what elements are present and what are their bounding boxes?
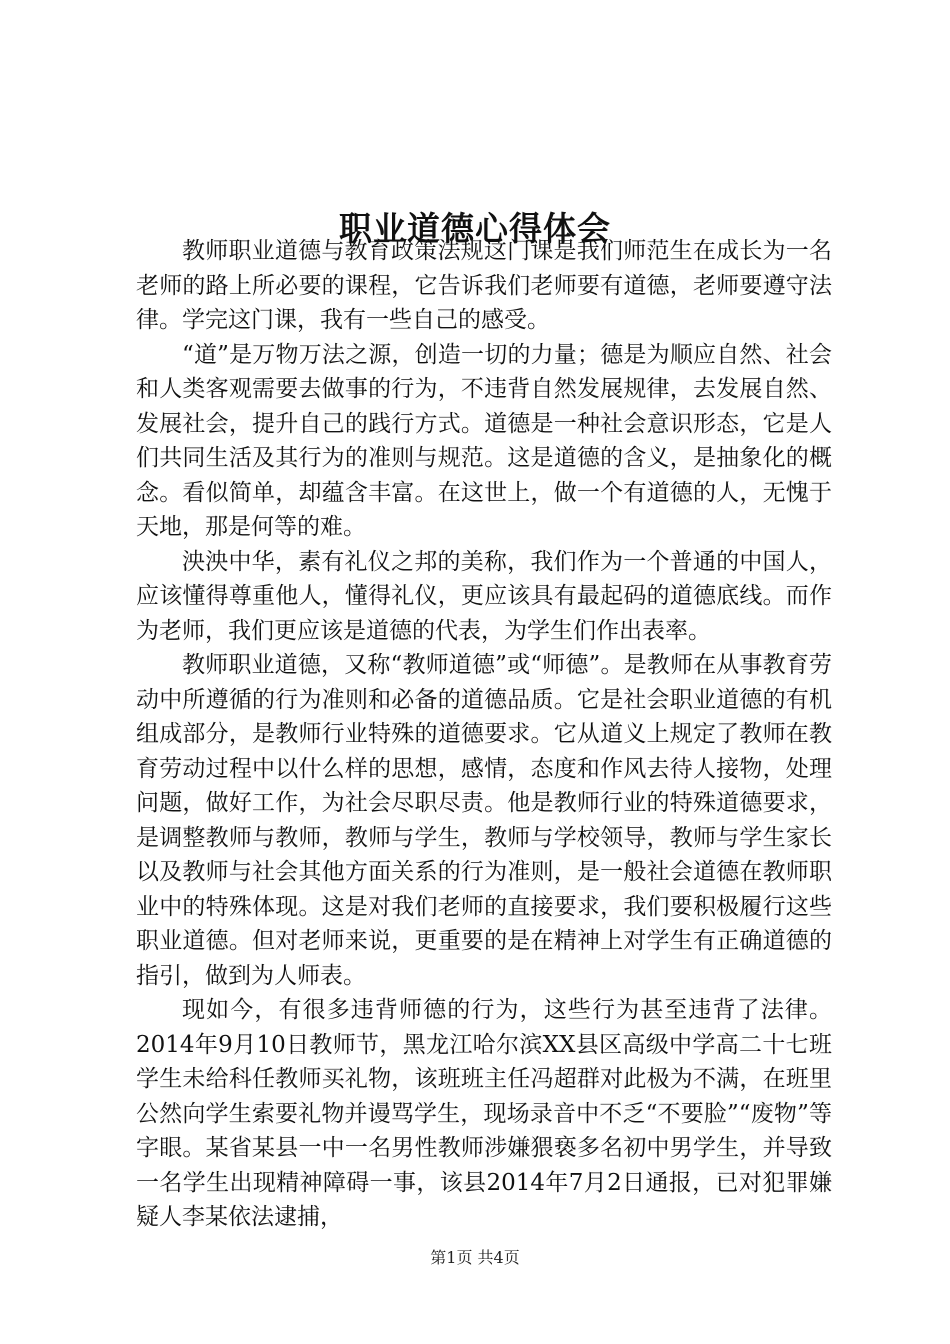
body-paragraph: 泱泱中华，素有礼仪之邦的美称，我们作为一个普通的中国人，应该懂得尊重他人，懂得礼仪，更应该具有最起码的道德底线。而作为老师，我们更应该是道德的代表，为学生们作出表率。 — [136, 548, 832, 644]
body-paragraph: 教师职业道德，又称“教师道德”或“师德”。是教师在从事教育劳动中所遵循的行为准则和必备的道德品质。它是社会职业道德的有机组成部分，是教师行业特殊的道德要求。它从道义上规定了教师在教育劳动过程中以什么样的思想，感情，态度和作风去待人接物，处理问题，做好工作，为社会尽职尽责。他是教师行业的特殊道德要求，是调整教师与教师，教师与学生，教师与学校领导，教师与学生家长以及教师与社会其他方面关系的行为准则，是一般社会道德在教师职业中的特殊体现。这是对我们老师的直接要求，我们要积极履行这些职业道德。但对老师来说，更重要的是在精神上对学生有正确道德的指引，做到为人师表。 — [136, 652, 832, 989]
document-body — [136, 234, 832, 1235]
body-paragraph: “道”是万物万法之源，创造一切的力量；德是为顺应自然、社会和人类客观需要去做事的行为，不违背自然发展规律，去发展自然、发展社会，提升自己的践行方式。道德是一种社会意识形态，它是人们共同生活及其行为的准则与规范。这是道德的含义，是抽象化的概念。看似简单，却蕴含丰富。在这世上，做一个有道德的人，无愧于天地，那是何等的难。 — [136, 341, 832, 540]
page-number-footer: 第1页 共4页 — [430, 1248, 520, 1267]
document-title: 职业道德心得体会 — [339, 209, 611, 249]
body-paragraph: 教师职业道德与教育政策法规这门课是我们师范生在成长为一名老师的路上所必要的课程，它告诉我们老师要有道德，老师要遵守法律。学完这门课，我有一些自己的感受。 — [136, 238, 832, 333]
body-paragraph: 现如今，有很多违背师德的行为，这些行为甚至违背了法律。2014年9月10日教师节，黑龙江哈尔滨XX县区高级中学高二十七班学生未给科任教师买礼物，该班班主任冯超群对此极为不满，在班里公然向学生索要礼物并谩骂学生，现场录音中不乏“不要脸”“废物”等字眼。某省某县一中一名男性教师涉嫌猥亵多名初中男学生，并导致一名学生出现精神障碍一事，该县2014年7月2日通报，已对犯罪嫌疑人李某依法逮捕， — [136, 997, 832, 1230]
